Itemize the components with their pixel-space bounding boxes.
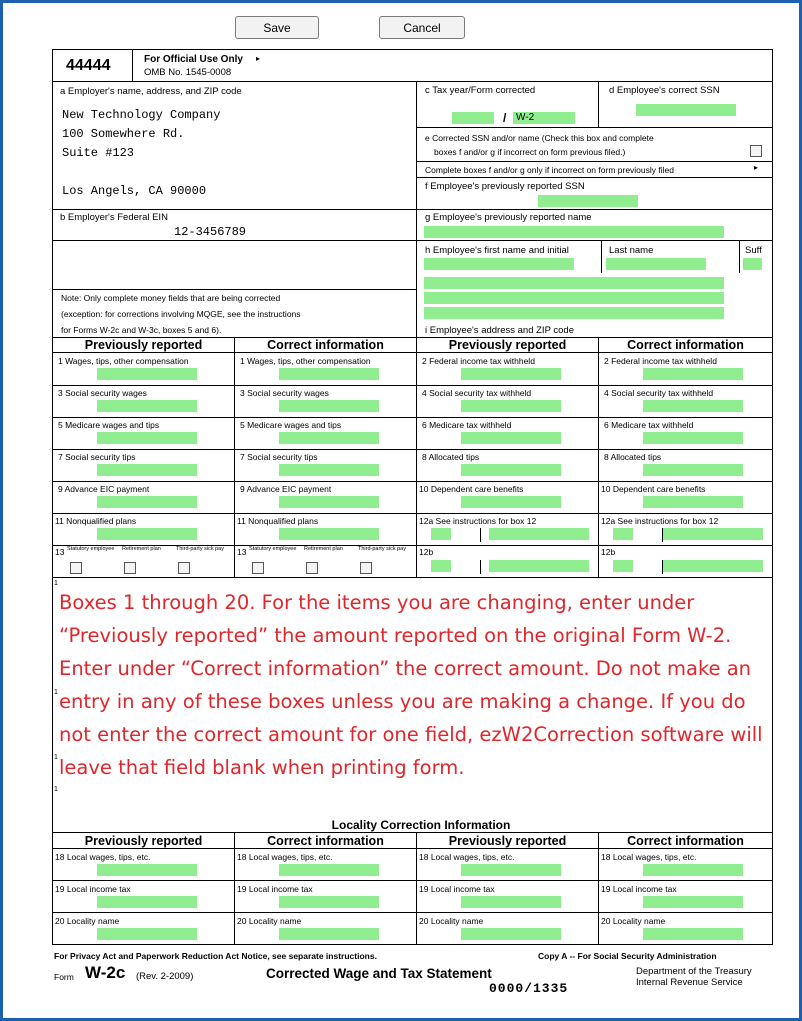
box-10-label: 10 Dependent care benefits [419, 484, 524, 494]
box-20-prev-2-label: 20 Locality name [419, 916, 484, 926]
box-7-prev-field[interactable] [97, 464, 197, 476]
money-note-line2: (exception: for corrections involving MQGE, see the instructions [61, 309, 301, 319]
box-h-divider-1 [601, 240, 602, 273]
form-right-border [772, 49, 773, 945]
box-19-corr-2-label: 19 Local income tax [601, 884, 677, 894]
box-8-label: 8 Allocated tips [422, 452, 480, 462]
box-18-corr-label: 18 Local wages, tips, etc. [237, 852, 333, 862]
overlay-mark: 1 [54, 754, 58, 761]
col-corr-1: Correct information [267, 338, 384, 352]
main-vertical-divider [416, 81, 417, 577]
box-3-prev-field[interactable] [97, 400, 197, 412]
locality-title: Locality Correction Information [331, 818, 511, 832]
omb-number: OMB No. 1545-0008 [144, 67, 232, 78]
money-note-line3: for Forms W-2c and W-3c, boxes 5 and 6). [61, 325, 222, 335]
money-col-divider-3 [598, 337, 599, 577]
statutory-corr-label: Statutory employee [249, 546, 297, 552]
note-top-line [52, 289, 416, 290]
box-c-label: c Tax year/Form corrected [425, 85, 536, 96]
first-name-field[interactable] [424, 258, 574, 270]
box-19-label: 19 Local income tax [55, 884, 131, 894]
last-name-field[interactable] [606, 258, 706, 270]
box-12a-corr-label: 12a See instructions for box 12 [601, 516, 719, 526]
box-19-prev-2-field[interactable] [461, 896, 561, 908]
box-13-label: 13 [55, 547, 65, 557]
box-e-note: Complete boxes f and/or g only if incorrect on form previously filed [425, 165, 674, 175]
instruction-note: Boxes 1 through 20. For the items you are changing, enter under “Previously reported” the amount reported on the original Form W-2. Enter under “Correct information” the correct amount. Do not make an entry in any of these boxes unless you are making a change. If you do not enter the correct amount for one field, ezW2Correction software will leave that field blank when printing form. [59, 591, 763, 779]
tax-year-field[interactable] [452, 112, 494, 124]
box-5-corr-label: 5 Medicare wages and tips [240, 420, 342, 430]
box-9-prev-field[interactable] [97, 496, 197, 508]
address-field-2[interactable] [424, 292, 724, 304]
cancel-button[interactable]: Cancel [379, 16, 465, 39]
box-18-corr-2-field[interactable] [643, 864, 743, 876]
col-corr-2: Correct information [627, 338, 744, 352]
box-f-bottom-line [416, 209, 772, 210]
loc-col-divider-2 [416, 832, 417, 944]
box-3-label: 3 Social security wages [58, 388, 147, 398]
box-12a-corr-amount-field[interactable] [663, 528, 763, 540]
box-12b-corr-code-field[interactable] [613, 560, 633, 572]
box-4-corr-label: 4 Social security tax withheld [604, 388, 714, 398]
box-4-corr-field[interactable] [643, 400, 743, 412]
box-18-label: 18 Local wages, tips, etc. [55, 852, 151, 862]
box-19-corr-label: 19 Local income tax [237, 884, 313, 894]
box-7-corr-label: 7 Social security tips [240, 452, 318, 462]
overlay-mark: 1 [54, 786, 58, 793]
box-2-prev-field[interactable] [461, 368, 561, 380]
money-col-divider-1 [234, 337, 235, 577]
box-12b-prev-code-field[interactable] [431, 560, 451, 572]
form-corrected-field[interactable]: W-2 [513, 112, 575, 124]
thirdparty-corr-label: Third-party sick pay [358, 546, 406, 552]
box-18-corr-1-field[interactable] [279, 864, 379, 876]
address-field-3[interactable] [424, 307, 724, 319]
box-1-label: 1 Wages, tips, other compensation [58, 356, 189, 366]
box-g-label: g Employee's previously reported name [425, 212, 592, 223]
corrected-ssn-checkbox[interactable] [750, 145, 762, 157]
form-code: 44444 [66, 57, 111, 74]
employer-suite[interactable]: Suite #123 [62, 146, 135, 160]
header-bottom-line [52, 81, 773, 82]
statutory-corr-checkbox[interactable] [252, 562, 264, 574]
form-word: Form [54, 972, 74, 982]
statutory-label: Statutory employee [67, 546, 115, 552]
box-19-prev-1-field[interactable] [97, 896, 197, 908]
box-13-corr-label: 13 [237, 547, 247, 557]
thirdparty-prev-checkbox[interactable] [178, 562, 190, 574]
col-prev-2: Previously reported [448, 338, 567, 352]
box-f-label: f Employee's previously reported SSN [425, 181, 585, 192]
loc-col-prev-2: Previously reported [448, 834, 567, 848]
box-18-corr-2-label: 18 Local wages, tips, etc. [601, 852, 697, 862]
form-title: Corrected Wage and Tax Statement [266, 966, 492, 981]
money-header-bottom-line [52, 352, 773, 353]
loc-col-divider-1 [234, 832, 235, 944]
box-a-label: a Employer's name, address, and ZIP code [60, 86, 242, 97]
box-18-prev-2-label: 18 Local wages, tips, etc. [419, 852, 515, 862]
box-10-prev-field[interactable] [461, 496, 561, 508]
form-code-number: 0000/1335 [489, 981, 569, 996]
box-20-corr-2-label: 20 Locality name [601, 916, 666, 926]
box-12b-prev-amount-field[interactable] [489, 560, 589, 572]
box-12b-label: 12b [419, 547, 434, 557]
row-line [52, 481, 773, 482]
thirdparty-label: Third-party sick pay [176, 546, 224, 552]
money-grid-bottom-line [52, 577, 773, 578]
locality-header-line [52, 848, 773, 849]
box-20-label: 20 Locality name [55, 916, 120, 926]
box-h-suff-label: Suff [745, 245, 762, 256]
box-d-label: d Employee's correct SSN [609, 85, 720, 96]
box-12a-prev-amount-field[interactable] [489, 528, 589, 540]
money-note-line1: Note: Only complete money fields that are being corrected [61, 293, 281, 303]
row-line [52, 449, 773, 450]
box-12b-corr-label: 12b [601, 547, 616, 557]
box-2-corr-field[interactable] [643, 368, 743, 380]
locality-top-line [52, 832, 773, 833]
box-1-corr-label: 1 Wages, tips, other compensation [240, 356, 371, 366]
box-9-label: 9 Advance EIC payment [58, 484, 150, 494]
box-a-bottom-line [52, 209, 416, 210]
box-e-label-line1: e Corrected SSN and/or name (Check this box and complete [425, 133, 654, 143]
box-11-label: 11 Nonqualified plans [55, 516, 137, 526]
box-8-corr-label: 8 Allocated tips [604, 452, 662, 462]
box-18-prev-2-field[interactable] [461, 864, 561, 876]
box-b-bottom-line [52, 240, 416, 241]
box-12a-prev-code-field[interactable] [431, 528, 451, 540]
locality-row-line [52, 880, 773, 881]
box-19-corr-1-field[interactable] [279, 896, 379, 908]
box-12b-prev-divider [480, 560, 481, 574]
employer-name[interactable]: New Technology Company [62, 108, 221, 122]
box-5-corr-field[interactable] [279, 432, 379, 444]
box-12a-prev-divider [480, 528, 481, 542]
box-18-prev-1-field[interactable] [97, 864, 197, 876]
box-h-last-label: Last name [609, 245, 654, 256]
save-button[interactable]: Save [235, 16, 319, 39]
box-4-prev-field[interactable] [461, 400, 561, 412]
box-1-prev-field[interactable] [97, 368, 197, 380]
box-2-label: 2 Federal income tax withheld [422, 356, 535, 366]
header-divider [132, 49, 133, 81]
box-9-corr-field[interactable] [279, 496, 379, 508]
box-i-label: i Employee's address and ZIP code [425, 325, 574, 336]
box-11-corr-field[interactable] [279, 528, 379, 540]
box-h-label: h Employee's first name and initial [425, 245, 569, 256]
irs-label: Internal Revenue Service [636, 977, 743, 988]
box-e-bottom-line [416, 161, 772, 162]
overlay-mark: 1 [54, 580, 58, 587]
row-line [52, 385, 773, 386]
employer-street[interactable]: 100 Somewhere Rd. [62, 127, 185, 141]
box-20-corr-2-field[interactable] [643, 928, 743, 940]
arrow-right-icon: ▸ [256, 54, 261, 63]
box-12b-corr-amount-field[interactable] [663, 560, 763, 572]
box-e-note-bottom-line [416, 177, 772, 178]
box-5-label: 5 Medicare wages and tips [58, 420, 160, 430]
box-20-prev-2-field[interactable] [461, 928, 561, 940]
retirement-corr-checkbox[interactable] [306, 562, 318, 574]
box-3-corr-field[interactable] [279, 400, 379, 412]
box-10-corr-field[interactable] [643, 496, 743, 508]
box-5-prev-field[interactable] [97, 432, 197, 444]
row-line [52, 513, 773, 514]
box-3-corr-label: 3 Social security wages [240, 388, 329, 398]
form-top-border [52, 49, 773, 50]
loc-col-prev-1: Previously reported [84, 834, 203, 848]
privacy-notice: For Privacy Act and Paperwork Reduction Act Notice, see separate instructions. [54, 951, 377, 961]
tax-year-slash: / [503, 111, 507, 125]
box-6-corr-field[interactable] [643, 432, 743, 444]
box-4-label: 4 Social security tax withheld [422, 388, 532, 398]
form-name: W-2c [85, 963, 126, 982]
box-8-corr-field[interactable] [643, 464, 743, 476]
box-b-label: b Employer's Federal EIN [60, 212, 168, 223]
box-7-corr-field[interactable] [279, 464, 379, 476]
retirement-corr-label: Retirement plan [304, 546, 343, 552]
box-6-prev-field[interactable] [461, 432, 561, 444]
box-19-corr-2-field[interactable] [643, 896, 743, 908]
box-e-label-line2: boxes f and/or g if incorrect on form previous filed.) [434, 147, 626, 157]
form-left-border [52, 49, 53, 945]
box-7-label: 7 Social security tips [58, 452, 136, 462]
box-8-prev-field[interactable] [461, 464, 561, 476]
form-bottom-border [52, 944, 773, 945]
arrow-right-icon: ▸ [754, 163, 759, 172]
box-h-divider-2 [739, 240, 740, 273]
previous-ssn-field[interactable] [538, 195, 638, 207]
box-20-corr-1-field[interactable] [279, 928, 379, 940]
box-1-corr-field[interactable] [279, 368, 379, 380]
box-11-corr-label: 11 Nonqualified plans [237, 516, 319, 526]
box-11-prev-field[interactable] [97, 528, 197, 540]
box-c-bottom-line [416, 127, 772, 128]
statutory-prev-checkbox[interactable] [70, 562, 82, 574]
thirdparty-corr-checkbox[interactable] [360, 562, 372, 574]
treasury-label: Department of the Treasury [636, 966, 752, 977]
official-use-label: For Official Use Only [144, 54, 243, 65]
col-prev-1: Previously reported [84, 338, 203, 352]
employer-city-state-zip[interactable]: Los Angels, CA 90000 [62, 184, 207, 198]
overlay-mark: 1 [54, 689, 58, 696]
retirement-label: Retirement plan [122, 546, 161, 552]
box-9-corr-label: 9 Advance EIC payment [240, 484, 332, 494]
loc-col-corr-1: Correct information [267, 834, 384, 848]
copy-a-label: Copy A -- For Social Security Administration [538, 951, 717, 961]
retirement-prev-checkbox[interactable] [124, 562, 136, 574]
box-20-prev-1-field[interactable] [97, 928, 197, 940]
address-field-1[interactable] [424, 277, 724, 289]
box-12a-corr-code-field[interactable] [613, 528, 633, 540]
locality-row-line [52, 912, 773, 913]
loc-col-corr-2: Correct information [627, 834, 744, 848]
form-revision: (Rev. 2-2009) [136, 971, 194, 982]
box-19-prev-2-label: 19 Local income tax [419, 884, 495, 894]
previous-name-field[interactable] [424, 226, 724, 238]
employer-ein[interactable]: 12-3456789 [174, 225, 247, 239]
loc-col-divider-3 [598, 832, 599, 944]
correct-ssn-field[interactable] [636, 104, 736, 116]
box-6-label: 6 Medicare tax withheld [422, 420, 512, 430]
box-cd-divider [598, 81, 599, 127]
box-12a-label: 12a See instructions for box 12 [419, 516, 537, 526]
box-2-corr-label: 2 Federal income tax withheld [604, 356, 717, 366]
box-20-corr-label: 20 Locality name [237, 916, 302, 926]
suffix-field[interactable] [743, 258, 762, 270]
box-10-corr-label: 10 Dependent care benefits [601, 484, 706, 494]
box-6-corr-label: 6 Medicare tax withheld [604, 420, 694, 430]
box-g-bottom-line [416, 240, 772, 241]
row-line [52, 417, 773, 418]
